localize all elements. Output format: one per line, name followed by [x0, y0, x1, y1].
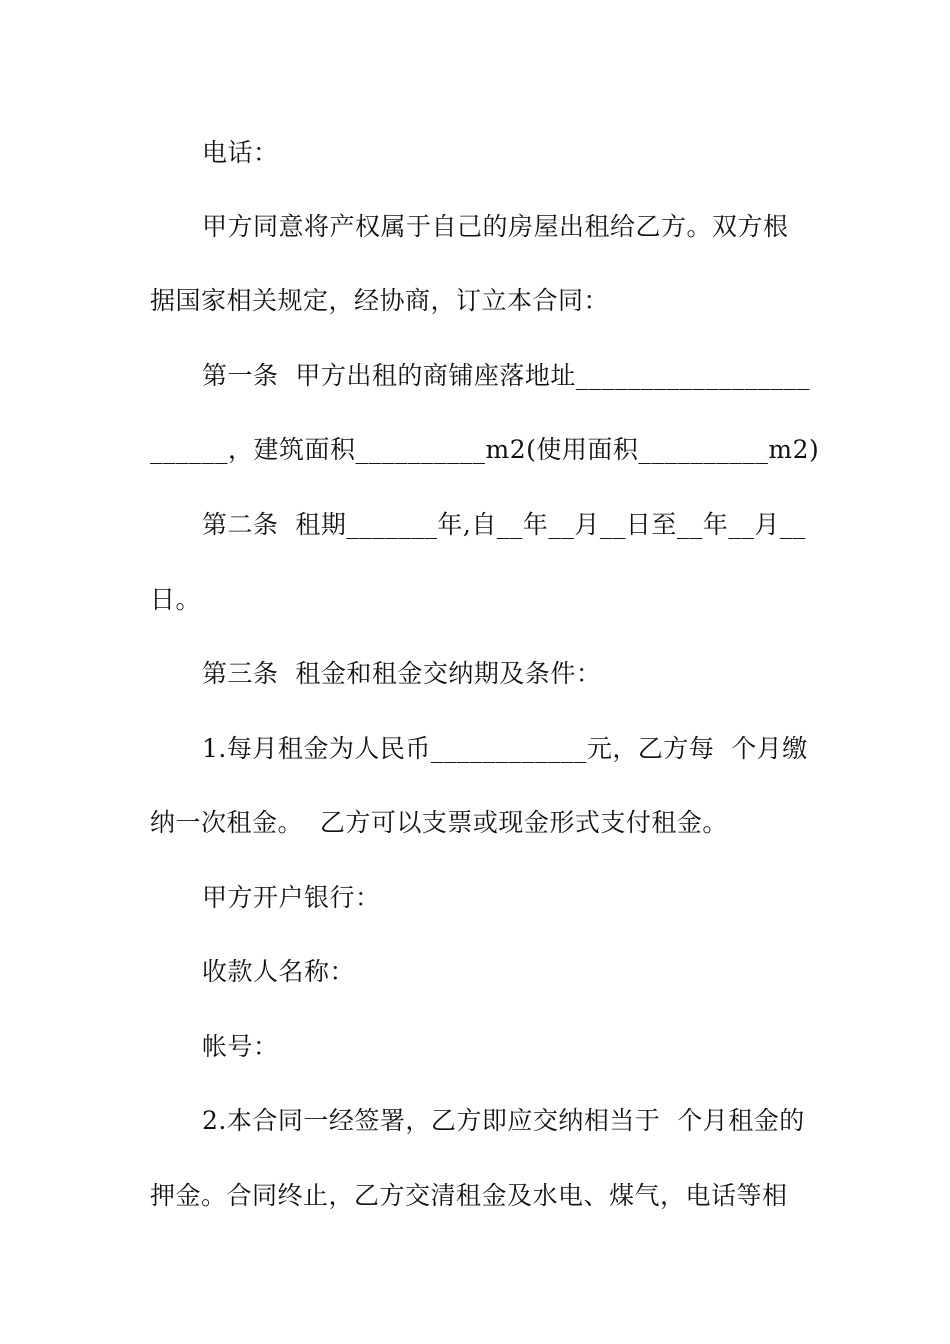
- article-3-item-2-line-2: 押金。合同终止，乙方交清租金及水电、煤气，电话等相: [150, 1181, 788, 1210]
- phone-line: 电话：: [202, 138, 279, 167]
- account-line: 帐号：: [202, 1032, 279, 1061]
- intro-paragraph-line-2: 据国家相关规定，经协商，订立本合同：: [150, 286, 610, 315]
- intro-paragraph-line-1: 甲方同意将产权属于自己的房屋出租给乙方。双方根: [202, 212, 789, 241]
- article-3-item-1-line-2: 纳一次租金。 乙方可以支票或现金形式支付租金。: [150, 808, 728, 837]
- article-1-line-2: ______，建筑面积__________m2(使用面积__________m2): [150, 435, 820, 464]
- article-3-heading: 第三条 租金和租金交纳期及条件：: [202, 659, 602, 688]
- article-3-item-1-line-1: 1.每月租金为人民币____________元，乙方每 个月缴: [202, 734, 808, 763]
- article-3-item-2-line-1: 2.本合同一经签署，乙方即应交纳相当于 个月租金的: [202, 1106, 805, 1135]
- article-1-line-1: 第一条 甲方出租的商铺座落地址__________________: [202, 361, 810, 390]
- article-2-line-1: 第二条 租期_______年,自__年__月__日至__年__月__: [202, 510, 806, 539]
- bank-line: 甲方开户银行：: [202, 883, 381, 912]
- article-2-line-2: 日。: [150, 585, 202, 614]
- payee-line: 收款人名称：: [202, 957, 356, 986]
